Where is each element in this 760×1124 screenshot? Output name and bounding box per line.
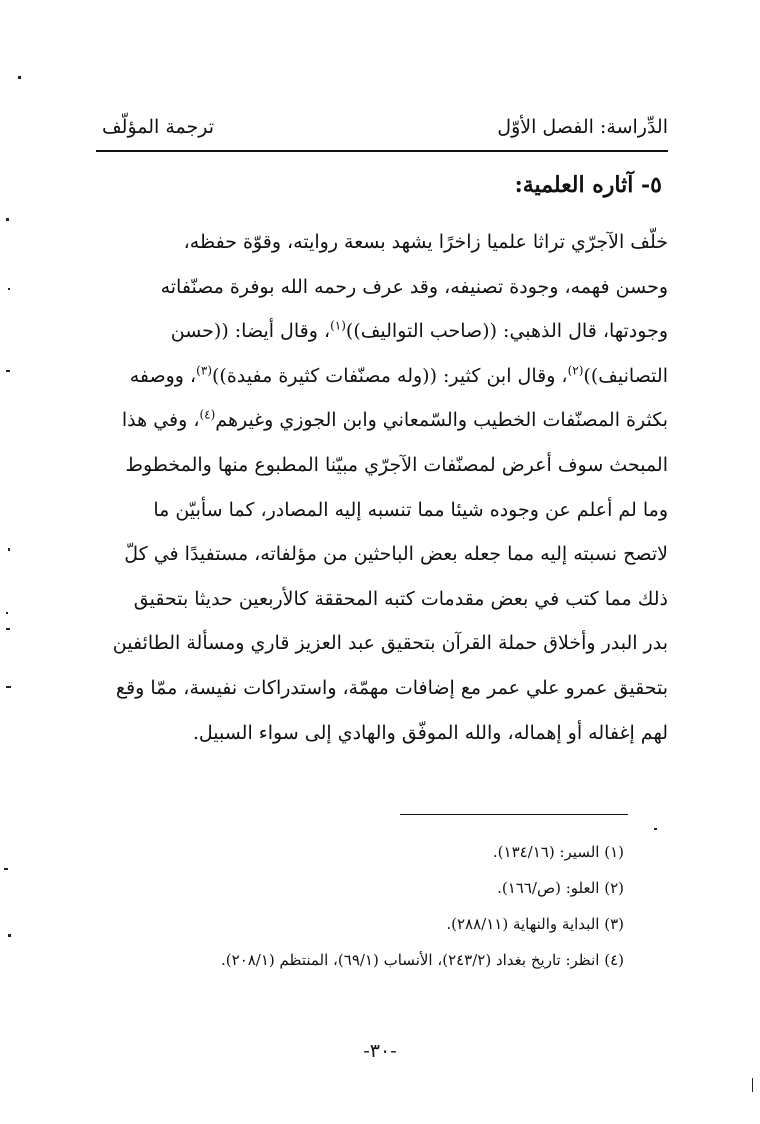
- text-line: [98, 309, 668, 354]
- text-line: المبحث سوف أعرض لمصنّفات الآجرّي مبيّنا المطبوع منها والمخطوط: [125, 453, 668, 476]
- footnote-ref: (٤): [199, 408, 216, 423]
- scan-mark: [752, 1078, 753, 1092]
- text-run: ، وفي هذا: [121, 409, 200, 432]
- text-line: خلّف الآجرّي تراثا علميا زاخرًا يشهد بسعة روايته، وقوّة حفظه،: [183, 231, 668, 253]
- text-line: [98, 398, 668, 443]
- text-run: التصانيف)): [583, 364, 668, 387]
- text-run: ، وقال أيضا: ((حسن: [170, 320, 331, 343]
- text-run: ، وقال ابن كثير: ((وله مصنّفات كثيرة مفيدة)): [212, 364, 568, 387]
- text-line: لهم إغفاله أو إهماله، والله الموفّق والهادي إلى سواء السبيل.: [192, 721, 668, 744]
- footnote-ref: (٢): [567, 363, 584, 378]
- text-line: لاتصح نسبته إليه مما جعله بعض الباحثين من مؤلفاته، مستفيدًا في كلّ: [124, 543, 668, 566]
- scan-mark: [6, 686, 11, 688]
- text-line: بدر البدر وأخلاق حملة القرآن بتحقيق عبد العزيز قاري ومسألة الطائفين: [112, 632, 668, 655]
- running-header: [96, 112, 668, 148]
- section-title: ترجمة المؤلّف: [102, 116, 215, 138]
- footnote: (٤) انظر: تاريخ بغداد (٢٤٣/٢)، الأنساب (٦٩/١)، المنتظم (٢٠٨/١).: [221, 951, 624, 969]
- scan-mark: [6, 628, 10, 630]
- scan-mark: [8, 288, 10, 290]
- footnotes: [221, 834, 624, 978]
- section-heading: ٥- آثاره العلمية:: [514, 172, 662, 198]
- footnote-ref: (١): [330, 318, 346, 333]
- footnote: (١) السير: (١٣٤/١٦).: [492, 843, 624, 861]
- scan-mark: [8, 548, 10, 551]
- text-line: وحسن فهمه، وجودة تصنيفه، وقد عرف رحمه الله بوفرة مصنّفاته: [160, 275, 668, 298]
- scan-mark: [6, 612, 8, 614]
- header-divider: [96, 150, 668, 152]
- footnote: (٢) العلو: (ص/١٦٦).: [497, 879, 624, 897]
- text-line: بتحقيق عمرو علي عمر مع إضافات مهمّة، واستدراكات نفيسة، ممّا وقع: [115, 676, 668, 699]
- text-line: [98, 354, 668, 399]
- text-line: وما لم أعلم عن وجوده شيئا مما تنسبه إليه المصادر، كما سأبيّن ما: [153, 498, 668, 521]
- body-paragraph: [98, 220, 668, 755]
- scan-mark: [18, 76, 21, 79]
- scan-mark: [8, 934, 11, 937]
- text-run: بكثرة المصنّفات الخطيب والسّمعاني وابن الجوزي وغيرهم: [215, 409, 668, 432]
- scan-mark: [4, 868, 8, 870]
- footnote: (٣) البداية والنهاية (٢٨٨/١١).: [446, 915, 624, 933]
- page-number: -٣٠-: [363, 1040, 397, 1062]
- text-line: ذلك مما كتب في بعض مقدمات كتبه المحققة كالأربعين حديثا بتحقيق: [133, 587, 668, 610]
- scan-mark: [6, 218, 9, 221]
- scan-mark: [654, 828, 657, 830]
- scan-mark: [6, 370, 10, 372]
- text-run: ، ووصفه: [129, 364, 197, 387]
- footnote-ref: (٣): [196, 363, 212, 378]
- text-run: وجودتها، قال الذهبي: ((صاحب التواليف)): [345, 320, 668, 343]
- footnote-divider: [400, 814, 628, 815]
- chapter-title: الدِّراسة: الفصل الأوّل: [497, 116, 668, 138]
